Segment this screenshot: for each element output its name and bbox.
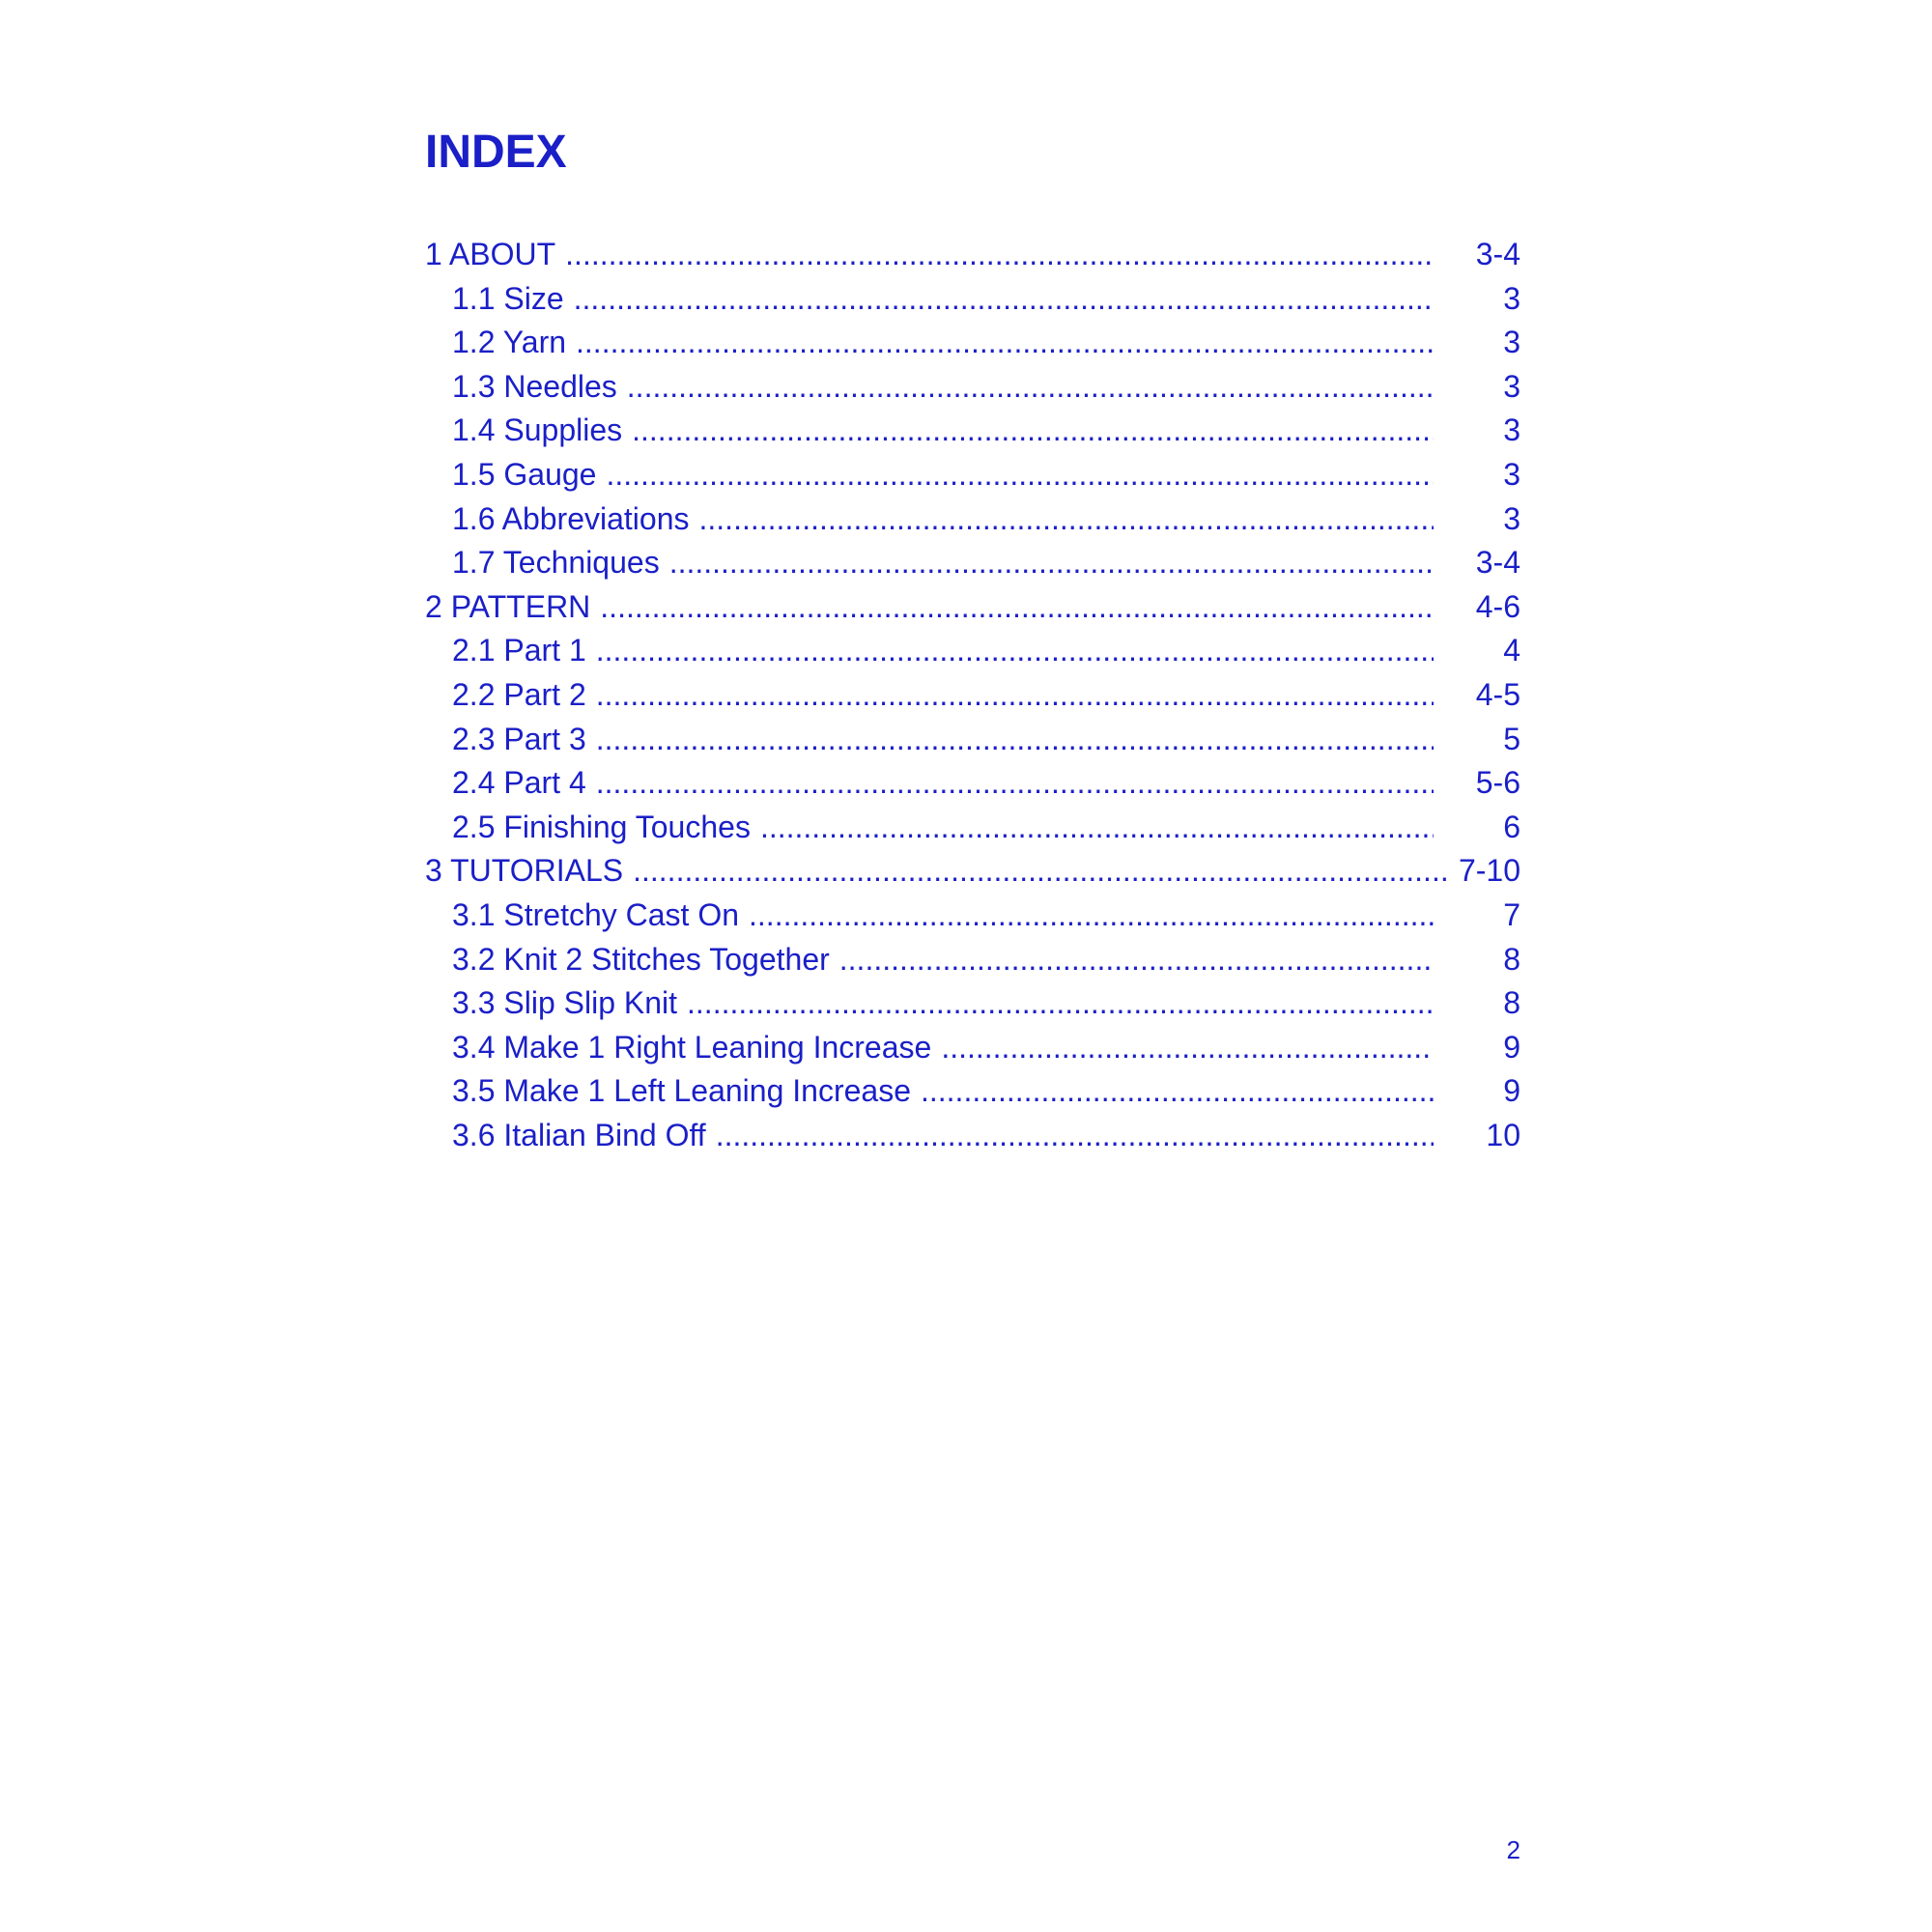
toc-entry <box>425 321 1520 365</box>
toc-entry-pages: 3 <box>1503 456 1520 492</box>
toc-entry-label: 2 PATTERN <box>425 588 591 624</box>
toc-entry <box>425 849 1520 894</box>
toc-entry <box>425 409 1520 453</box>
toc-entry-pages: 5-6 <box>1475 765 1520 801</box>
toc-entry-pages: 3 <box>1503 368 1520 404</box>
toc-entry <box>425 1114 1520 1158</box>
toc-entry-label: 3.4 Make 1 Right Leaning Increase <box>452 1029 932 1065</box>
toc-entry <box>425 718 1520 762</box>
toc-entry-label: 3.3 Slip Slip Knit <box>452 985 678 1021</box>
toc-entry <box>425 938 1520 982</box>
toc-entry <box>425 585 1520 630</box>
toc-leader-dots <box>606 453 1434 497</box>
toc-entry-pages: 8 <box>1503 941 1520 977</box>
toc-leader-dots <box>921 1069 1434 1114</box>
toc-entry-label: 1.3 Needles <box>452 368 617 404</box>
toc-leader-dots <box>596 629 1434 673</box>
toc-entry <box>425 365 1520 410</box>
toc-leader-dots <box>600 585 1434 630</box>
toc-entry-pages: 3-4 <box>1475 545 1520 581</box>
toc-entry <box>425 453 1520 497</box>
index-title: INDEX <box>425 127 567 178</box>
toc-entry-label: 1.1 Size <box>452 280 564 316</box>
toc-entry-label: 1.5 Gauge <box>452 456 597 492</box>
toc-leader-dots <box>633 849 1451 894</box>
toc-entry-label: 3.1 Stretchy Cast On <box>452 896 740 932</box>
toc-entry-pages: 3 <box>1503 412 1520 448</box>
toc-leader-dots <box>716 1114 1434 1158</box>
toc-entry <box>425 277 1520 322</box>
toc-entry-pages: 9 <box>1503 1073 1520 1109</box>
toc-leader-dots <box>627 365 1434 410</box>
toc-entry-pages: 7 <box>1503 896 1520 932</box>
toc-leader-dots <box>687 981 1434 1026</box>
toc-entry-label: 2.2 Part 2 <box>452 676 586 712</box>
toc-entry-label: 1.4 Supplies <box>452 412 623 448</box>
toc-entry-pages: 4-6 <box>1475 588 1520 624</box>
toc-entry-label: 1 ABOUT <box>425 237 556 271</box>
toc-entry-label: 3.6 Italian Bind Off <box>452 1117 706 1152</box>
toc-entry-pages: 10 <box>1486 1117 1520 1152</box>
toc-leader-dots <box>596 673 1434 718</box>
toc-entry-pages: 4 <box>1503 633 1520 668</box>
toc-entry <box>425 894 1520 938</box>
toc-leader-dots <box>699 497 1435 542</box>
toc-leader-dots <box>576 321 1434 365</box>
page-number: 2 <box>1506 1835 1520 1864</box>
toc-entry-pages: 6 <box>1503 809 1520 844</box>
toc-leader-dots <box>632 409 1434 453</box>
toc-entry-label: 3.2 Knit 2 Stitches Together <box>452 941 830 977</box>
toc-entry <box>425 629 1520 673</box>
toc-entry-label: 1.6 Abbreviations <box>452 500 690 536</box>
toc-entry-pages: 3-4 <box>1475 237 1520 271</box>
toc-entry <box>425 806 1520 850</box>
toc-leader-dots <box>596 761 1434 806</box>
toc-entry <box>425 981 1520 1026</box>
toc-entry-pages: 7-10 <box>1458 853 1520 889</box>
toc-entry-label: 2.1 Part 1 <box>452 633 586 668</box>
toc-entry <box>425 233 1520 277</box>
toc-entry-label: 1.7 Techniques <box>452 545 660 581</box>
toc-entry <box>425 497 1520 542</box>
toc-leader-dots <box>839 938 1434 982</box>
toc-leader-dots <box>669 541 1434 585</box>
toc-entry-pages: 4-5 <box>1475 676 1520 712</box>
toc-entry <box>425 1026 1520 1070</box>
toc-entry <box>425 1069 1520 1114</box>
toc-entry-label: 2.3 Part 3 <box>452 721 586 756</box>
toc-entry-label: 1.2 Yarn <box>452 325 567 360</box>
toc-entry <box>425 541 1520 585</box>
toc-entry-pages: 9 <box>1503 1029 1520 1065</box>
toc-leader-dots <box>941 1026 1434 1070</box>
toc-entry-label: 2.5 Finishing Touches <box>452 809 751 844</box>
toc-entry-pages: 5 <box>1503 721 1520 756</box>
toc-entry-pages: 8 <box>1503 985 1520 1021</box>
table-of-contents <box>425 233 1520 1157</box>
toc-leader-dots <box>760 806 1434 850</box>
toc-entry <box>425 673 1520 718</box>
toc-entry-label: 2.4 Part 4 <box>452 765 586 801</box>
toc-leader-dots <box>574 277 1434 322</box>
toc-entry-pages: 3 <box>1503 500 1520 536</box>
toc-entry-label: 3 TUTORIALS <box>425 853 624 889</box>
toc-entry-pages: 3 <box>1503 280 1520 316</box>
toc-leader-dots <box>565 233 1434 277</box>
toc-entry <box>425 761 1520 806</box>
toc-entry-label: 3.5 Make 1 Left Leaning Increase <box>452 1073 911 1109</box>
toc-leader-dots <box>596 718 1434 762</box>
toc-entry-pages: 3 <box>1503 325 1520 360</box>
toc-leader-dots <box>749 894 1434 938</box>
